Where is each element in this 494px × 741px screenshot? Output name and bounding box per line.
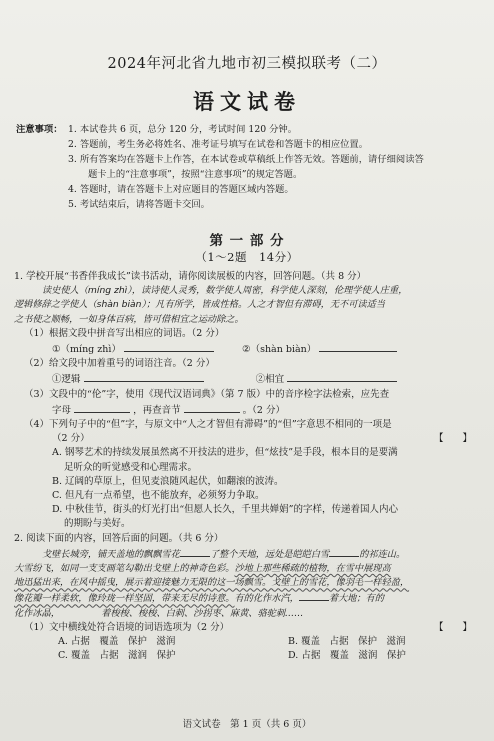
q1-sub1: （1）根据文段中拼音写出相应的词语。（2 分） bbox=[24, 327, 225, 339]
q1-sub3-syllable-blank[interactable] bbox=[184, 402, 240, 413]
q2-option-a[interactable]: A. 占据 覆盖 保护 滋润 bbox=[58, 636, 176, 648]
q2-passage-text: 有的化作水汽， bbox=[234, 593, 299, 605]
q1-sub1-answers bbox=[14, 341, 486, 357]
q2-option-c[interactable]: C. 覆盖 占据 滋润 保护 bbox=[58, 650, 176, 662]
note-item: 题卡上的“注意事项”，按照“注意事项”的规定答题。 bbox=[88, 169, 303, 181]
q2-passage-wavy-text: 沙地上那些稀疏的植物，在雪中展现高 bbox=[234, 563, 391, 575]
q1-sub2-a-label: ①逻辑 bbox=[52, 374, 81, 386]
q1-sub2-a-blank[interactable] bbox=[84, 371, 204, 382]
note-item: 2. 答题前，考生务必将姓名、准考证号填写在试卷和答题卡的相应位置。 bbox=[68, 139, 369, 151]
q1-sub1-a-blank[interactable] bbox=[124, 341, 214, 352]
note-item: 1. 本试卷共 6 页，总分 120 分，考试时间 120 分钟。 bbox=[68, 124, 298, 135]
subject-title: 语文试卷 bbox=[193, 89, 301, 114]
q1-sub2-answers bbox=[14, 371, 486, 387]
q1-sub3-syllable-label: ，再查音节 bbox=[133, 404, 181, 416]
q1-stem: 1. 学校开展“书香伴我成长”读书活动，请你阅读展板的内容，回答问题。（共 8 分） bbox=[14, 271, 367, 282]
q2-blank-2[interactable] bbox=[329, 546, 359, 557]
note-item: 3. 所有答案均在答题卡上作答，在本试卷或草稿纸上作答无效。答题前，请仔细阅读答 bbox=[68, 154, 424, 166]
q2-passage-line bbox=[14, 546, 486, 562]
notes-section bbox=[16, 122, 486, 213]
q1-passage-line: 之书使之顺畅，一如身体百病，皆可借相宜之运动除之。 bbox=[14, 313, 244, 325]
q2-passage-text: 大雪纷飞，如同一支支画笔勾勒出戈壁上的神奇色彩。 bbox=[14, 563, 235, 575]
q2-sub1: （1）文中横线处符合语境的词语选项为（2 分） bbox=[24, 621, 230, 633]
q1-option: C. 但凡有一点希望，也不能放弃，必须努力争取。 bbox=[52, 490, 265, 502]
q2-option-d[interactable]: D. 占据 覆盖 滋润 保护 bbox=[288, 650, 406, 662]
q2-stem: 2. 阅读下面的内容，回答后面的问题。（共 6 分） bbox=[14, 532, 224, 544]
q2-passage-text: 了整个天地，远处是皑皑白雪 bbox=[209, 548, 330, 560]
q2-passage-text: 戈壁长城旁，铺天盖地的飘飘雪花 bbox=[42, 548, 180, 560]
q2-blank-1[interactable] bbox=[180, 546, 210, 557]
q2-passage-wavy-line: 地迅猛出来，在风中摇曳，展示着迎接魅力无限的这一场飘雪。戈壁上的雪花，像羽毛一样轻盈， bbox=[14, 577, 410, 589]
q2-blank-3[interactable] bbox=[299, 590, 329, 601]
q2-passage-wavy-text: 像花瓣一样柔软，像玲珑一样坚固，带来无尽的诗意。 bbox=[14, 593, 235, 605]
q1-sub1-b-label: ②（shàn biàn） bbox=[242, 344, 317, 356]
q2-option-b[interactable]: B. 覆盖 占据 保护 滋润 bbox=[288, 636, 406, 648]
q1-sub2-b-label: ②相宜 bbox=[255, 374, 285, 386]
q1-option: A. 钢琴艺术的持续发展虽然离不开技法的进步，但“炫技”是手段，根本目的是要满 bbox=[52, 447, 398, 459]
q2-passage-line bbox=[14, 590, 486, 606]
q2-passage-line: 化作冰晶， 着梭梭、梭梭、白刺、沙拐枣、麻黄、骆驼刺…… bbox=[14, 607, 304, 619]
questions bbox=[14, 270, 486, 663]
q2-options bbox=[14, 635, 486, 663]
q2-passage-text: 着大地；有的 bbox=[328, 593, 384, 605]
q1-sub4-score-row bbox=[14, 432, 486, 446]
q1-sub2-b-blank[interactable] bbox=[287, 371, 397, 382]
q2-passage-line bbox=[14, 562, 486, 576]
q1-sub3-answers bbox=[14, 402, 486, 418]
q1-sub1-a-label: ①（míng zhì） bbox=[52, 344, 121, 356]
q1-sub3-score: 。（2 分） bbox=[242, 404, 285, 416]
q1-sub4: （4）下列句子中的“但”字，与原文中“人之才智但有滞碍”的“但”字意思不相同的一项是 bbox=[24, 419, 392, 431]
page-footer: 语文试卷 第 1 页（共 6 页） bbox=[182, 719, 312, 730]
q1-sub2: （2）给文段中加着重号的词语注音。（2 分） bbox=[24, 358, 215, 370]
q1-sub3-letter-label: 字母 bbox=[52, 404, 72, 416]
q2-sub1-answer-bracket[interactable]: 【 】 bbox=[433, 621, 472, 633]
q1-option: D. 中秋佳节，街头的灯光打出“但愿人长久，千里共婵娟”的字样，传递着国人内心 bbox=[52, 504, 399, 516]
exam-title: 2024年河北省九地市初三模拟联考（二） bbox=[107, 56, 387, 72]
part-title: 第 一 部 分 bbox=[209, 233, 285, 249]
q1-passage-line: 读史使人（míng zhì），读诗使人灵秀，数学使人周密，科学使人深刻，伦理学使人庄重， bbox=[42, 285, 408, 297]
q1-sub3-letter-blank[interactable] bbox=[74, 402, 130, 413]
note-item: 5. 考试结束后，请将答题卡交回。 bbox=[68, 199, 210, 211]
part-range: （1～2题 14分） bbox=[195, 250, 299, 264]
note-item: 4. 答题时，请在答题卡上对应题目的答题区域内答题。 bbox=[68, 184, 294, 196]
q2-sub1-row bbox=[14, 621, 486, 635]
q1-option-cont: 足听众的听觉感受和心理需求。 bbox=[64, 461, 198, 473]
q1-sub1-b-blank[interactable] bbox=[319, 341, 397, 352]
q1-option: B. 辽阔的草原上，但见麦浪随风起伏，如翻滚的波涛。 bbox=[52, 475, 284, 487]
q1-option-cont: 的期盼与美好。 bbox=[64, 518, 131, 530]
q1-sub4-answer-bracket[interactable]: 【 】 bbox=[433, 433, 472, 445]
q1-sub4-score: （2 分） bbox=[52, 433, 90, 445]
q1-passage-line: 逻辑修辞之学使人（shàn biàn）；凡有所学，皆成性格。人之才智但有滞碍，无不可读适当 bbox=[14, 299, 385, 311]
q1-sub3: （3）文段中的“伦”字，使用《现代汉语词典》（第 7 版）中的音序检字法检索，应先查 bbox=[24, 388, 390, 400]
notes-label: 注意事项： bbox=[16, 124, 63, 135]
q2-passage-text: 的祁连山。 bbox=[359, 548, 406, 560]
